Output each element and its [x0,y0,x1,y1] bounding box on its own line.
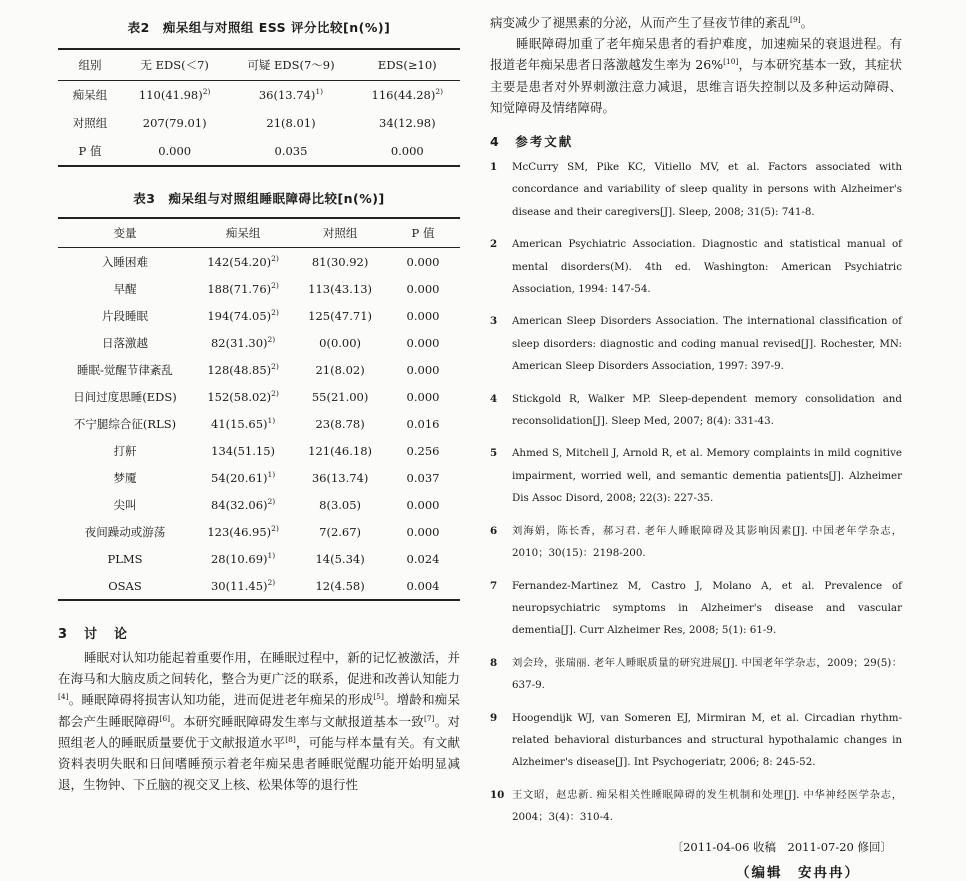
table3-cell-p: 0.000 [406,524,440,539]
superscript-marker: 2) [271,253,279,263]
paragraph-text: 。 [800,15,814,30]
table3-cell-value: 188(71.76) [207,281,272,296]
table2-cell [355,109,460,137]
discussion-paragraph-2 [490,33,902,118]
superscript-marker: 1) [315,87,324,97]
citation-marker: [5] [373,692,384,702]
reference-text: American Psychiatric Association. Diagnostic and statistical manual of mental disorders(M). 4th ed. Washington: American Psychiatric Association, 1994: 147-54. [512,238,902,296]
table3-row-label: 夜间躁动或游荡 [84,524,166,539]
table3-cell [192,572,294,600]
superscript-marker: 1) [267,469,276,479]
table3-cell-value: 84(32.06) [210,497,268,512]
table2 [58,48,460,167]
table2-row [58,81,460,110]
table2-header: EDS(≥10) [377,58,437,72]
reference-item [490,575,902,642]
table3-cell: 113(43.13) [308,281,373,296]
table3-cell [192,356,294,383]
reference-text: Fernandez-Martinez M, Castro J, Molano A, et al. Prevalence of neuropsychiatric symptoms in Alzheimer's disease and vascular dementia[J]. Curr Alzheimer Res, 2008; 5(1): 61-9. [512,579,902,637]
table2-row-label: 痴呆组 [72,88,108,102]
table3-cell: 121(46.18) [308,443,373,458]
table3-cell [192,437,294,464]
table3-cell [192,518,294,545]
table3-row-label: PLMS [107,551,143,566]
reference-text: 刘会玲，张瑞丽. 老年人睡眠质量的研究进展[J]. 中国老年学杂志，2009；29(5)：637-9. [512,656,902,692]
table2-header-row [58,49,460,81]
table3-cell-value: 82(31.30) [210,335,268,350]
table3-cell-value: 194(74.05) [207,308,272,323]
table3-row-label: 睡眠-觉醒节律紊乱 [77,362,173,377]
table3-cell-p: 0.000 [406,281,440,296]
table2-cell-value: 21(8.01) [266,116,316,130]
table3-cell-value: 54(20.61) [210,470,268,485]
table3-header: 痴呆组 [225,226,261,240]
paragraph-text: ，可能与样本量有关。有文献资料表明失眠和日间嗜睡预示着老年痴呆患者睡眠觉醒功能开始明显减退，生物钟、下丘脑的视交叉上核、松果体等的退行性 [58,734,460,793]
table3-title: 表3 痴呆组与对照组睡眠障碍比较[n(%)] [133,191,385,206]
table3-row-label: 打鼾 [113,443,137,458]
superscript-marker: 2) [271,307,279,317]
table3-cell [192,248,294,276]
table3-header-row [58,218,460,248]
paragraph-text: 。本研究睡眠障碍发生率与文献报道基本一致 [170,713,424,729]
table3-row [58,275,460,302]
table2-cell-value: 207(79.01) [142,116,207,130]
table3-row [58,248,460,276]
table3-cell [192,491,294,518]
reference-item [490,310,902,377]
table3-cell [192,302,294,329]
reference-number: 6 [490,524,498,537]
table3-row-label: 片段睡眠 [102,308,148,323]
table2-row-label: P 值 [78,144,102,158]
paragraph-text: 病变减少了褪黑素的分泌，从而产生了昼夜节律的紊乱 [490,15,791,30]
table3-cell-value: 28(10.69) [210,551,268,566]
superscript-marker: 1) [267,415,276,425]
table3-cell-p: 0.256 [406,443,440,458]
discussion-continuation [490,12,902,33]
table3-cell-value: 128(48.85) [207,362,272,377]
reference-item [490,156,902,223]
references-heading: 4 参考文献 [490,134,574,150]
paragraph-text: 。对照组老人的睡眠质量要优于文献报道水平 [58,713,460,750]
superscript-marker: 2) [271,388,279,398]
table3-cell: 12(4.58) [315,578,365,593]
table3-cell: 7(2.67) [319,524,362,539]
received-revised-dates: 〔2011-04-06 收稿 2011-07-20 修回〕 [671,839,892,854]
table3 [58,217,460,601]
table3-row-label: 日间过度思睡(EDS) [73,389,177,404]
superscript-marker: 2) [202,87,211,97]
table2-cell [122,81,227,110]
references-list [490,156,902,829]
table2-cell [355,137,460,166]
table3-row [58,356,460,383]
table3-cell-value: 30(11.45) [210,578,268,593]
left-column [58,18,460,795]
table3-row [58,302,460,329]
superscript-marker: 2) [267,577,276,587]
reference-text: 刘海娟，陈长香，郝习君. 老年人睡眠障碍及其影响因素[J]. 中国老年学杂志，2010；30(15)：2198-200. [512,524,902,560]
reference-number: 3 [490,315,498,328]
table3-header: 对照组 [322,226,358,240]
table3-row-label: 入睡困难 [102,254,148,269]
reference-item [490,233,902,300]
reference-number: 4 [490,392,498,405]
table3-cell [192,275,294,302]
table3-cell: 14(5.34) [315,551,365,566]
table3-cell-p: 0.024 [406,551,440,566]
table3-cell-value: 41(15.65) [210,416,268,431]
reference-number: 7 [490,579,498,592]
superscript-marker: 2) [267,334,276,344]
table3-cell-p: 0.000 [406,497,440,512]
table3-row [58,410,460,437]
table3-cell [192,464,294,491]
reference-number: 8 [490,656,498,669]
table3-cell: 36(13.74) [311,470,369,485]
table3-cell-p: 0.004 [406,578,440,593]
citation-marker: [6] [159,713,171,723]
table3-header: 变量 [113,226,137,240]
table3-cell-p: 0.000 [406,254,440,269]
table2-cell-value: 36(13.74) [258,88,316,102]
table2-cell-value: 110(41.98) [138,88,203,102]
reference-number: 5 [490,447,498,460]
table2-header: 无 EDS(＜7) [140,58,209,72]
table3-cell-value: 134(51.15) [211,443,276,458]
editor-credit: （编辑 安冉冉） [736,864,860,881]
table3-cell-value: 152(58.02) [207,389,272,404]
table3-cell-value: 123(46.95) [207,524,272,539]
table2-cell-value: 116(44.28) [371,88,436,102]
table3-row [58,518,460,545]
table3-row-label: 日落激越 [102,335,148,350]
table2-row [58,137,460,166]
reference-text: McCurry SM, Pike KC, Vitiello MV, et al. Factors associated with concordance and variability of sleep quality in persons with Alzheimer's disease and their caregivers[J]. Sleep, 2008; 31(5): 741-8. [512,161,902,218]
superscript-marker: 1) [267,550,276,560]
table2-cell-value: 0.000 [390,144,424,158]
table2-cell-value: 34(12.98) [379,116,436,130]
superscript-marker: 2) [271,361,279,371]
citation-marker: [10] [723,57,739,67]
reference-item [490,652,902,697]
table2-cell [122,137,227,166]
table3-cell-p: 0.000 [406,389,440,404]
table2-cell [355,81,460,110]
table2-header: 可疑 EDS(7～9) [247,58,335,72]
table3-header: P 值 [411,226,435,240]
citation-marker: [7] [423,713,435,723]
citation-marker: [9] [790,14,801,24]
table3-cell: 0(0.00) [319,335,362,350]
table3-cell: 23(8.78) [315,416,365,431]
table3-cell: 21(8.02) [315,362,365,377]
discussion-paragraph-1 [58,647,460,795]
superscript-marker: 2) [267,496,276,506]
table2-header: 组别 [78,58,102,72]
paragraph-text: 。增龄和痴呆都会产生睡眠障碍 [58,692,460,729]
table3-cell-p: 0.037 [406,470,440,485]
table3-cell [192,329,294,356]
table3-cell: 125(47.71) [308,308,373,323]
table3-row [58,383,460,410]
superscript-marker: 2) [435,87,444,97]
paragraph-text: 睡眠对认知功能起着重要作用，在睡眠过程中，新的记忆被激活，并在海马和大脑皮质之间转化，整合为更广泛的联系，促进和改善认知能力 [58,650,460,687]
table3-row-label: OSAS [108,578,142,593]
paragraph-text: 睡眠障碍加重了老年痴呆患者的看护难度，加速痴呆的衰退进程。有报道老年痴呆患者日落激越发生率为 26% [490,36,902,73]
reference-number: 2 [490,238,498,251]
citation-marker: [4] [58,692,69,702]
reference-item [490,784,902,829]
right-column [490,12,902,881]
table3-row [58,437,460,464]
reference-number: 1 [490,161,498,174]
table2-row [58,109,460,137]
table2-cell [227,137,354,166]
table2-cell-value: 0.000 [158,144,192,158]
table2-title: 表2 痴呆组与对照组 ESS 评分比较[n(%)] [127,20,391,35]
table3-row-label: 尖叫 [113,497,137,512]
table3-row [58,491,460,518]
discussion-heading: 3 讨 论 [58,627,130,642]
table3-cell: 55(21.00) [311,389,369,404]
reference-item [490,388,902,433]
table2-cell-value: 0.035 [274,144,308,158]
reference-number: 9 [490,711,498,724]
paragraph-text: 。睡眠障碍将损害认知功能，进而促进老年痴呆的形成 [68,692,374,708]
table3-cell-p: 0.016 [406,416,440,431]
table3-cell: 81(30.92) [311,254,369,269]
reference-text: Ahmed S, Mitchell J, Arnold R, et al. Memory complaints in mild cognitive impairment, worried well, and semantic dementia patients[J]. Alzheimer Dis Assoc Disord, 2008; 22(3): 227-35. [512,447,902,505]
table3-cell-p: 0.000 [406,335,440,350]
table3-cell-p: 0.000 [406,308,440,323]
table2-cell [227,81,354,110]
reference-item [490,707,902,774]
table2-cell [227,109,354,137]
table3-row-label: 早醒 [113,281,137,296]
superscript-marker: 2) [271,523,279,533]
reference-text: Hoogendijk WJ, van Someren EJ, Mirmiran M, et al. Circadian rhythm-related behavioral disturbances and structural hypothalamic changes in Alzheimer's disease[J]. Int Psychogeriatr, 2006; 8: 245-52. [512,711,902,769]
table3-row [58,464,460,491]
table3-row-label: 不宁腿综合征(RLS) [73,416,177,431]
reference-item [490,520,902,565]
table3-cell [192,383,294,410]
table3-cell-value: 142(54.20) [207,254,272,269]
reference-text: Stickgold R, Walker MP. Sleep-dependent memory consolidation and reconsolidation[J]. Sleep Med, 2007; 8(4): 331-43. [512,392,902,428]
paragraph-text: ，与本研究基本一致，其症状主要是患者对外界刺激注意力减退，思维言语失控制以及多种运动障碍、知觉障碍及情绪障碍。 [490,57,902,115]
table3-row [58,545,460,572]
reference-text: 王文昭，赵忠新. 痴呆相关性睡眠障碍的发生机制和处理[J]. 中华神经医学杂志，2004；3(4)：310-4. [512,788,902,824]
superscript-marker: 2) [271,280,279,290]
reference-text: American Sleep Disorders Association. The international classification of sleep disorders: diagnostic and coding manual revised[J]. Rochester, MN: American Sleep Disorders Association, 1997: 397-9. [512,315,902,373]
table3-cell [192,410,294,437]
reference-number: 10 [490,788,505,801]
reference-item [490,442,902,509]
table3-cell: 8(3.05) [319,497,362,512]
citation-marker: [8] [285,734,296,744]
table2-cell [122,109,227,137]
table2-row-label: 对照组 [72,116,108,130]
table3-cell [192,545,294,572]
table3-row [58,329,460,356]
table3-cell-p: 0.000 [406,362,440,377]
table3-row-label: 梦魇 [113,470,137,485]
table3-row [58,572,460,600]
